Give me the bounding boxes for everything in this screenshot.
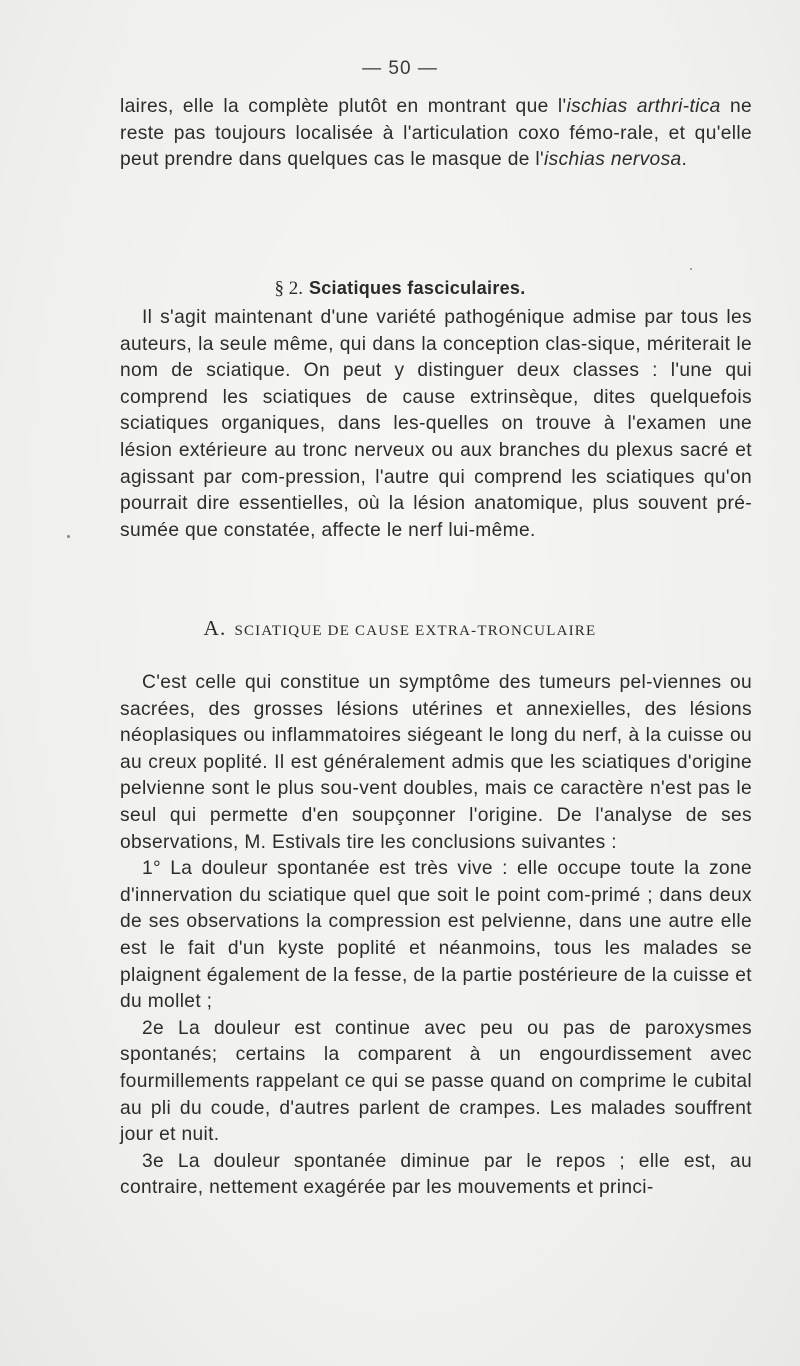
subsection-body: [120, 670, 752, 1202]
paragraph-conclusion-1: 1° La douleur spontanée est très vive : elle occupe toute la zone d'innervation du sciatique quel que soit le point com-primé ; dans deux de ses observations la compression est pelvienne, dans une autre elle est le fait d'un kyste poplité et néanmoins, tous les malades se plaignent également de la fesse, de la partie postérieure de la cuisse et du mollet ;: [120, 858, 752, 1013]
section-title: Sciatiques fasciculaires.: [308, 278, 526, 298]
text-run: laires, elle la complète plutôt en montrant que l': [120, 96, 567, 117]
opening-paragraph-text: [120, 94, 752, 174]
section-number: § 2.: [274, 278, 303, 299]
paragraph-conclusion-3: 3e La douleur spontanée diminue par le repos ; elle est, au contraire, nettement exagérée par les mouvements et princi-: [120, 1150, 752, 1199]
paper-speck: [690, 268, 692, 270]
paper-speck: [67, 535, 70, 538]
italic-term-ischias-nervosa: ischias nervosa: [544, 149, 682, 171]
subsection-heading: [0, 616, 800, 641]
paragraph-intro: C'est celle qui constitue un symptôme des tumeurs pel-viennes ou sacrées, des grosses lésions utérines et annexielles, des lésions néoplasiques ou inflammatoires siégeant le long du nerf, à la cuisse ou au creux poplité. Il est généralement admis que les sciatiques d'origine pelvienne sont le plus sou-vent doubles, mais ce caractère n'est pas le seul qui permette d'en soupçonner l'origine. De l'analyse de ses observations, M. Estivals tire les conclusions suivantes :: [120, 672, 752, 853]
section-heading: [0, 278, 800, 300]
italic-term-ischias-arthritica-2: tica: [689, 96, 721, 117]
text-run: ne reste pas toujours localisée à l'articulation coxo fémo-rale, et qu'elle peut prendre dans quelques cas le masque de l': [120, 96, 752, 171]
subsection-letter: A.: [203, 616, 227, 640]
paragraph-conclusion-2: 2e La douleur est continue avec peu ou pas de paroxysmes spontanés; certains la comparent à un engourdissement avec fourmillements rappelant ce qui se passe quand on comprime le cubital au pli du coude, d'autres parlent de crampes. Les malades souffrent jour et nuit.: [120, 1017, 752, 1146]
subsection-title: SCIATIQUE DE CAUSE EXTRA-TRONCULAIRE: [234, 623, 597, 639]
section-intro-text: Il s'agit maintenant d'une variété pathogénique admise par tous les auteurs, la seule même, qui dans la conception clas-sique, mériterait le nom de sciatique. On peut y distinguer deux classes : l'une qui comprend les sciatiques de cause extrinsèque, dites quelquefois sciatiques organiques, dans les-quelles on trouve à l'examen une lésion extérieure au tronc nerveux ou aux branches du plexus sacré et agissant par com-pression, l'autre qui comprend les sciatiques qu'on pourrait dire essentielles, où la lésion anatomique, plus souvent pré-sumée que constatée, affecte le nerf lui-même.: [120, 307, 752, 541]
italic-term-ischias-arthritica-1: ischias arthri-: [566, 96, 690, 117]
section-intro-paragraph: [120, 305, 752, 544]
page-number: — 50 —: [362, 58, 438, 79]
text-run: .: [681, 149, 688, 171]
opening-paragraph: [120, 94, 752, 174]
